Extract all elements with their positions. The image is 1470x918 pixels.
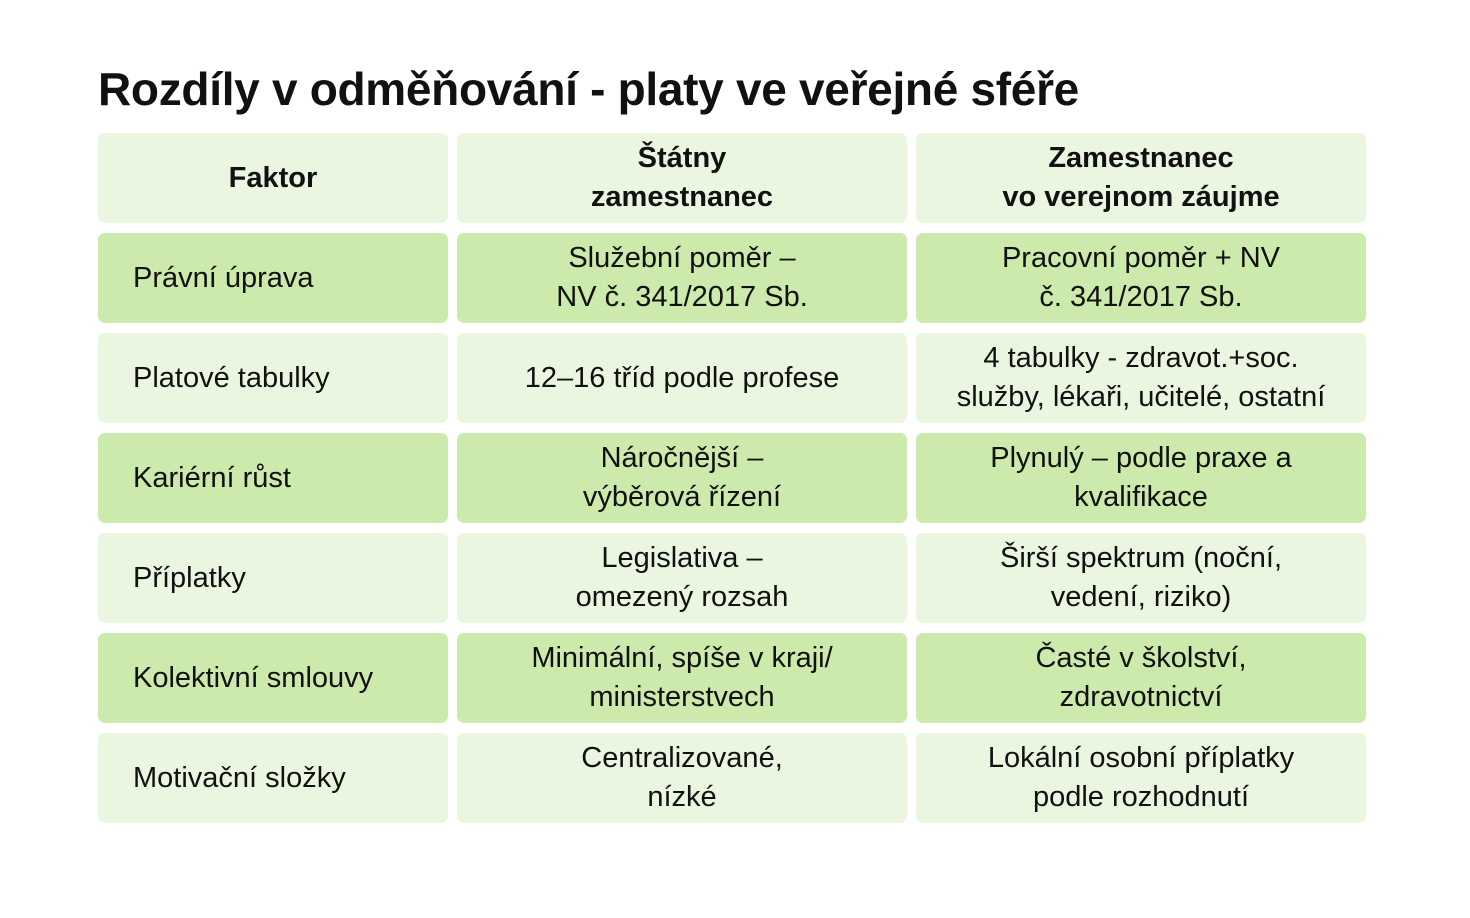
factor-cell	[98, 533, 448, 623]
cell-value: Minimální, spíše v kraji/ ministerstvech	[531, 642, 833, 713]
cell-value: Náročnější – výběrová řízení	[582, 442, 782, 513]
factor-label: Platové tabulky	[133, 361, 330, 394]
cell-value: Pracovní poměr + NV č. 341/2017 Sb.	[1001, 242, 1281, 313]
factor-cell	[98, 633, 448, 723]
comparison-table	[98, 133, 1366, 823]
cell-value: Legislativa – omezený rozsah	[575, 542, 789, 613]
public-employee-cell	[916, 433, 1366, 523]
cell-value: 4 tabulky - zdravot.+soc. služby, lékaři, učitelé, ostatní	[956, 342, 1326, 413]
public-employee-cell	[916, 533, 1366, 623]
cell-value: Plynulý – podle praxe a kvalifikace	[990, 442, 1292, 513]
public-employee-cell	[916, 733, 1366, 823]
factor-cell	[98, 433, 448, 523]
public-employee-cell	[916, 633, 1366, 723]
page-title: Rozdíly v odměňování - platy ve veřejné sféře	[98, 63, 1079, 115]
cell-value: Lokální osobní příplatky podle rozhodnutí	[987, 742, 1295, 813]
factor-label: Kolektivní smlouvy	[133, 661, 374, 694]
factor-label: Příplatky	[133, 561, 246, 594]
header-label: Štátny zamestnanec	[590, 142, 774, 213]
factor-cell	[98, 333, 448, 423]
header-cell-public-employee	[916, 133, 1366, 223]
state-employee-cell	[457, 733, 907, 823]
factor-label: Motivační složky	[133, 761, 346, 794]
header-label: Zamestnanec vo verejnom záujme	[1002, 142, 1280, 213]
factor-label: Právní úprava	[133, 261, 314, 294]
public-employee-cell	[916, 233, 1366, 323]
factor-cell	[98, 733, 448, 823]
header-label: Faktor	[228, 161, 318, 194]
cell-value: Centralizované, nízké	[581, 742, 783, 813]
state-employee-cell	[457, 533, 907, 623]
header-cell-state-employee	[457, 133, 907, 223]
state-employee-cell	[457, 233, 907, 323]
cell-value: 12–16 tříd podle profese	[524, 361, 840, 394]
public-employee-cell	[916, 333, 1366, 423]
state-employee-cell	[457, 433, 907, 523]
factor-cell	[98, 233, 448, 323]
header-cell-factor	[98, 133, 448, 223]
cell-value: Služební poměr – NV č. 341/2017 Sb.	[556, 242, 808, 313]
cell-value: Širší spektrum (noční, vedení, riziko)	[999, 542, 1283, 613]
cell-value: Časté v školství, zdravotnictví	[1035, 642, 1247, 713]
state-employee-cell	[457, 333, 907, 423]
factor-label: Kariérní růst	[133, 461, 291, 494]
state-employee-cell	[457, 633, 907, 723]
